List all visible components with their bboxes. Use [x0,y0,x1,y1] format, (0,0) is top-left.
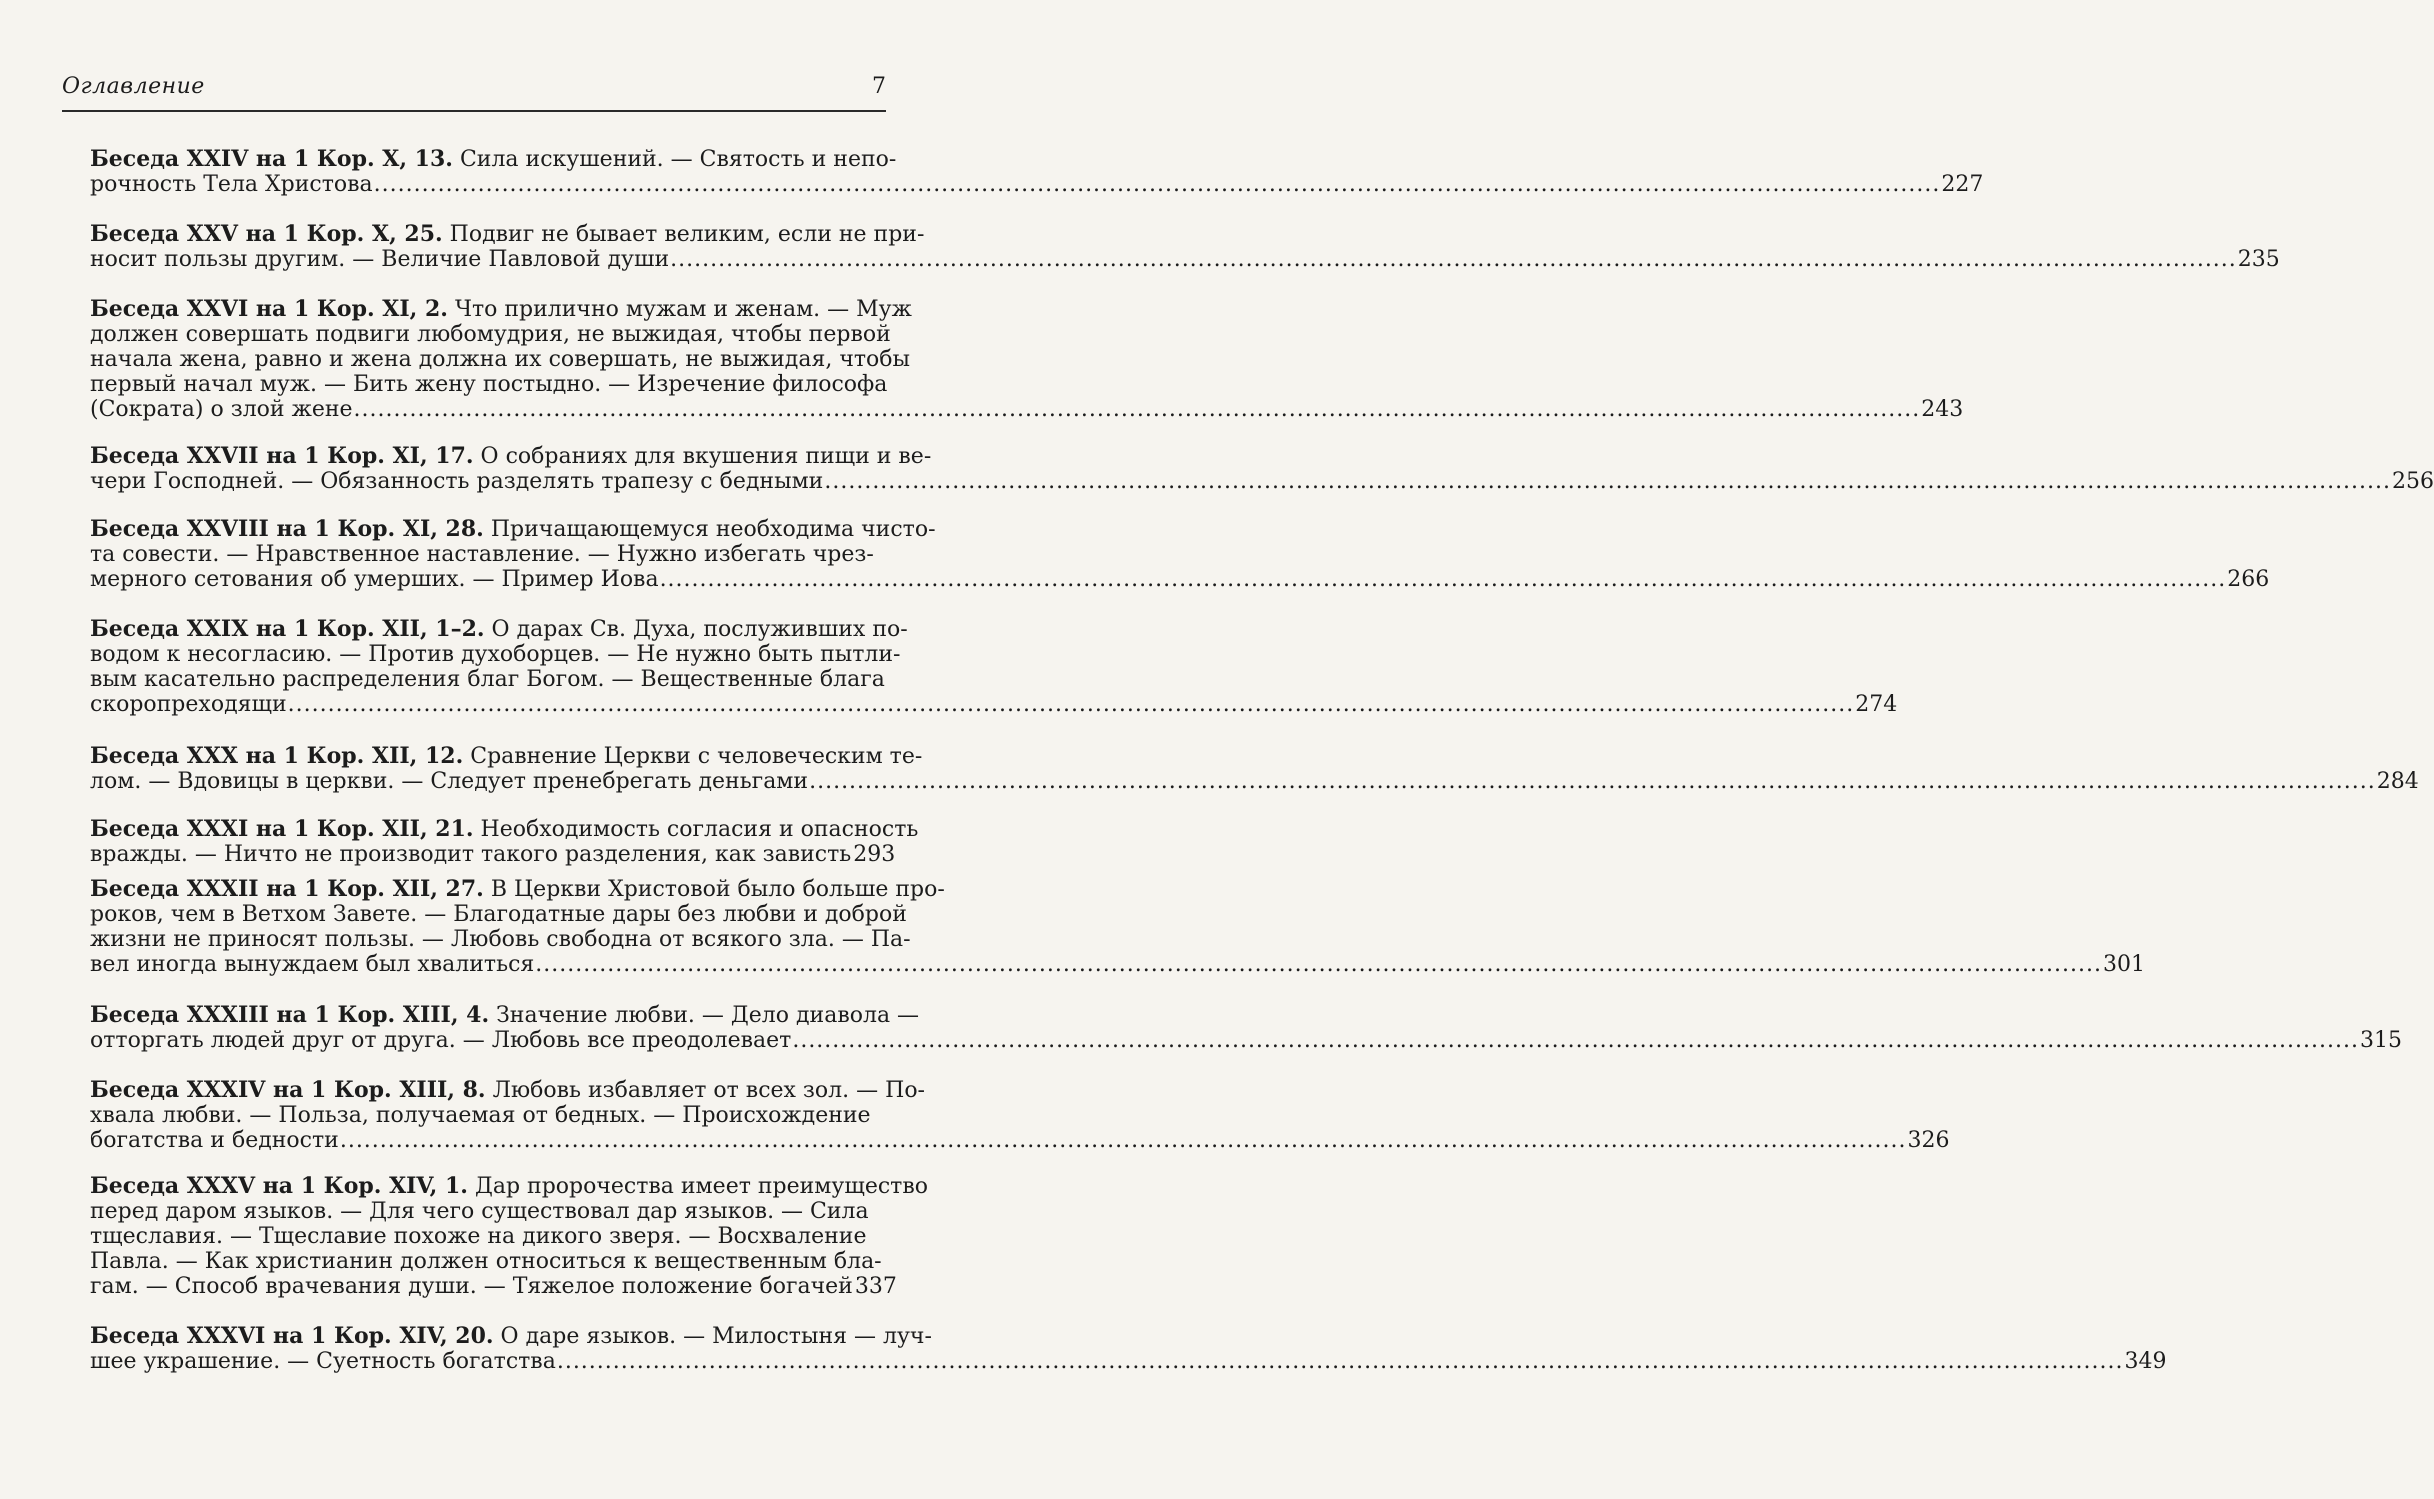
header-rule [62,110,886,112]
entry-heading: Беседа XXVII на 1 Кор. XI, 17. [90,443,474,469]
toc-entry [90,1077,1950,1153]
entry-page-number: 284 [2376,769,2419,794]
entry-first-line [90,816,919,842]
entry-text-line: вым касательно распределения благ Богом. — Вещественные блага [90,667,885,692]
toc-entry [90,1323,2167,1374]
entry-text-line: Павла. — Как христианин должен относиться к вещественным бла- [90,1249,882,1274]
entry-heading: Беседа XXIV на 1 Кор. X, 13. [90,146,453,172]
page-header [62,72,886,104]
entry-last-line [90,1028,2402,1053]
entry-page-number: 235 [2237,247,2280,272]
entry-text-line: тщеславия. — Тщеславие похоже на дикого зверя. — Восхваление [90,1224,867,1249]
toc-entry [90,1173,928,1299]
entry-last-line [90,469,2434,494]
entry-text: рочность Тела Христова [90,172,373,197]
entry-first-line [90,1077,925,1103]
entry-heading: Беседа XXIX на 1 Кор. XII, 1–2. [90,616,485,642]
entry-heading: Беседа XXXIV на 1 Кор. XIII, 8. [90,1077,486,1103]
entry-first-line [90,296,912,322]
entry-text: В Церкви Христовой было больше про- [483,877,945,902]
entry-last-line [90,1274,897,1299]
entry-first-line [90,1173,928,1199]
entry-first-line [90,1002,920,1028]
entry-text: богатства и бедности [90,1128,339,1153]
entry-text-line: жизни не приносят пользы. — Любовь свободна от всякого зла. — Па- [90,927,911,952]
dot-leader [340,1128,1907,1153]
entry-first-line [90,516,936,542]
entry-text: отторгать людей друг от друга. — Любовь все преодолевает [90,1028,792,1053]
entry-text-line: перед даром языков. — Для чего существовал дар языков. — Сила [90,1199,869,1224]
entry-text-line: должен совершать подвиги любомудрия, не выжидая, чтобы первой [90,322,891,347]
dot-leader [535,952,2102,977]
entry-text-line: водом к несогласию. — Против духоборцев. — Не нужно быть пытли- [90,642,901,667]
entry-first-line [90,221,925,247]
toc-entry [90,146,1984,197]
entry-text: Сила искушений. — Святость и непо- [452,147,897,172]
entry-text: носит пользы другим. — Величие Павловой души [90,247,670,272]
toc-entry [90,616,1898,717]
entry-last-line [90,692,1898,717]
entry-text: Подвиг не бывает великим, если не при- [442,222,925,247]
entry-text: Что прилично мужам и женам. — Муж [447,297,912,322]
entry-heading: Беседа XXXV на 1 Кор. XIV, 1. [90,1173,468,1199]
entry-text: Необходимость согласия и опасность [473,817,919,842]
entry-text-line: роков, чем в Ветхом Завете. — Благодатные дары без любви и доброй [90,902,907,927]
entry-text: мерного сетования об умерших. — Пример Иова [90,567,659,592]
entry-last-line [90,247,2280,272]
entry-first-line [90,146,897,172]
entry-text-line: та совести. — Нравственное наставление. — Нужно избегать чрез- [90,542,874,567]
entry-text: (Сократа) о злой жене [90,397,353,422]
entry-page-number: 274 [1855,692,1898,717]
toc-entry [90,221,2280,272]
entry-page-number: 326 [1907,1128,1950,1153]
entry-text: О дарах Св. Духа, послуживших по- [484,617,908,642]
entry-text-line: хвала любви. — Польза, получаемая от бедных. — Происхождение [90,1103,871,1128]
entry-text: чери Господней. — Обязанность разделять трапезу с бедными [90,469,824,494]
entry-last-line [90,769,2419,794]
entry-text: шее украшение. — Суетность богатства [90,1349,556,1374]
entry-last-line [90,1349,2167,1374]
dot-leader [374,172,1941,197]
entry-page-number: 315 [2360,1028,2402,1053]
entry-text: Значение любви. — Дело диавола — [489,1003,920,1028]
toc-entry [90,816,919,867]
dot-leader [660,567,2227,592]
entry-page-number: 256 [2392,469,2434,494]
entry-text-line: начала жена, равно и жена должна их совершать, не выжидая, чтобы [90,347,911,372]
entry-heading: Беседа XXVIII на 1 Кор. XI, 28. [90,516,484,542]
entry-heading: Беседа XXX на 1 Кор. XII, 12. [90,743,464,769]
entry-heading: Беседа XXXVI на 1 Кор. XIV, 20. [90,1323,494,1349]
entry-heading: Беседа XXXII на 1 Кор. XII, 27. [90,876,484,902]
entry-text: О даре языков. — Милостыня — луч- [493,1324,932,1349]
entry-first-line [90,616,908,642]
entry-text: Сравнение Церкви с человеческим те- [463,744,923,769]
entry-text: вел иногда вынуждаем был хвалиться [90,952,535,977]
running-title: Оглавление [62,74,205,99]
dot-leader [354,397,1921,422]
entry-last-line [90,1128,1950,1153]
entry-page-number: 337 [854,1274,897,1299]
entry-text: О собраниях для вкушения пищи и ве- [473,444,932,469]
dot-leader [792,1028,2359,1053]
entry-text: Причащающемуся необходима чисто- [483,517,936,542]
entry-heading: Беседа XXXIII на 1 Кор. XIII, 4. [90,1002,490,1028]
entry-last-line [90,397,1964,422]
entry-first-line [90,1323,932,1349]
entry-page-number: 349 [2124,1349,2167,1374]
entry-heading: Беседа XXVI на 1 Кор. XI, 2. [90,296,448,322]
entry-page-number: 266 [2227,567,2270,592]
entry-text: скоропреходящи [90,692,287,717]
toc-entry [90,516,2270,592]
entry-first-line [90,876,945,902]
entry-text: вражды. — Ничто не производит такого разделения, как зависть [90,842,852,867]
entry-last-line [90,952,2145,977]
toc-entry [90,443,2434,494]
entry-page-number: 227 [1941,172,1984,197]
dot-leader [809,769,2376,794]
entry-first-line [90,743,923,769]
dot-leader [557,1349,2124,1374]
dot-leader [824,469,2391,494]
entry-last-line [90,567,2270,592]
toc-entry [90,743,2419,794]
toc-entry [90,296,1964,422]
entry-page-number: 243 [1921,397,1964,422]
entry-last-line [90,842,896,867]
entry-page-number: 293 [853,842,896,867]
entry-text: Любовь избавляет от всех зол. — По- [485,1078,925,1103]
entry-heading: Беседа XXV на 1 Кор. X, 25. [90,221,443,247]
entry-heading: Беседа XXXI на 1 Кор. XII, 21. [90,816,474,842]
entry-text: гам. — Способ врачевания души. — Тяжелое положение богачей [90,1274,853,1299]
entry-text: Дар пророчества имеет преимущество [467,1174,928,1199]
entry-page-number: 301 [2102,952,2145,977]
page-number: 7 [872,74,886,99]
entry-text: лом. — Вдовицы в церкви. — Следует пренебрегать деньгами [90,769,809,794]
toc-entry [90,876,2145,977]
entry-text-line: первый начал муж. — Бить жену постыдно. — Изречение философа [90,372,888,397]
dot-leader [288,692,1855,717]
dot-leader [670,247,2237,272]
toc-entry [90,1002,2402,1053]
entry-first-line [90,443,932,469]
entry-last-line [90,172,1984,197]
